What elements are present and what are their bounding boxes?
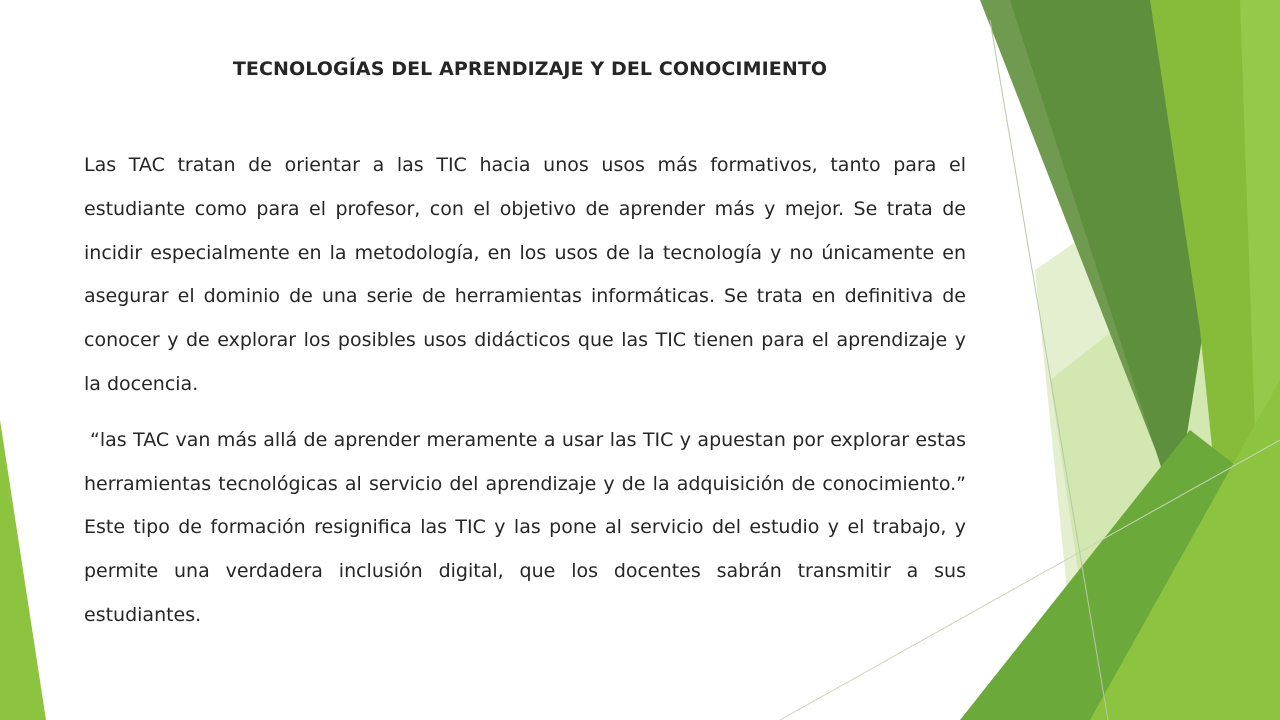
paragraph-2: “las TAC van más allá de aprender meramente a usar las TIC y apuestan por explorar estas herramientas tecnológicas al servicio del aprendizaje y de la adquisición de conocimiento.” Este tipo de formación resignifica las TIC y las pone al servicio del estudio y el trabajo, y permite una verdadera inclusión digital, que los docentes sabrán transmitir a sus estudiantes. — [84, 428, 966, 626]
slide-body — [84, 144, 966, 638]
paragraph-1: Las TAC tratan de orientar a las TIC hacia unos usos más formativos, tanto para el estudiante como para el profesor, con el objetivo de aprender más y mejor. Se trata de incidir especialmente en la metodología, en los usos de la tecnología y no únicamente en asegurar el dominio de una serie de herramientas informáticas. Se trata en definitiva de conocer y de explorar los posibles usos didácticos que las TIC tienen para el aprendizaje y la docencia. — [84, 154, 966, 395]
left-green-sliver — [0, 420, 46, 720]
slide-title: TECNOLOGÍAS DEL APRENDIZAJE Y DEL CONOCIMIENTO — [232, 58, 828, 80]
